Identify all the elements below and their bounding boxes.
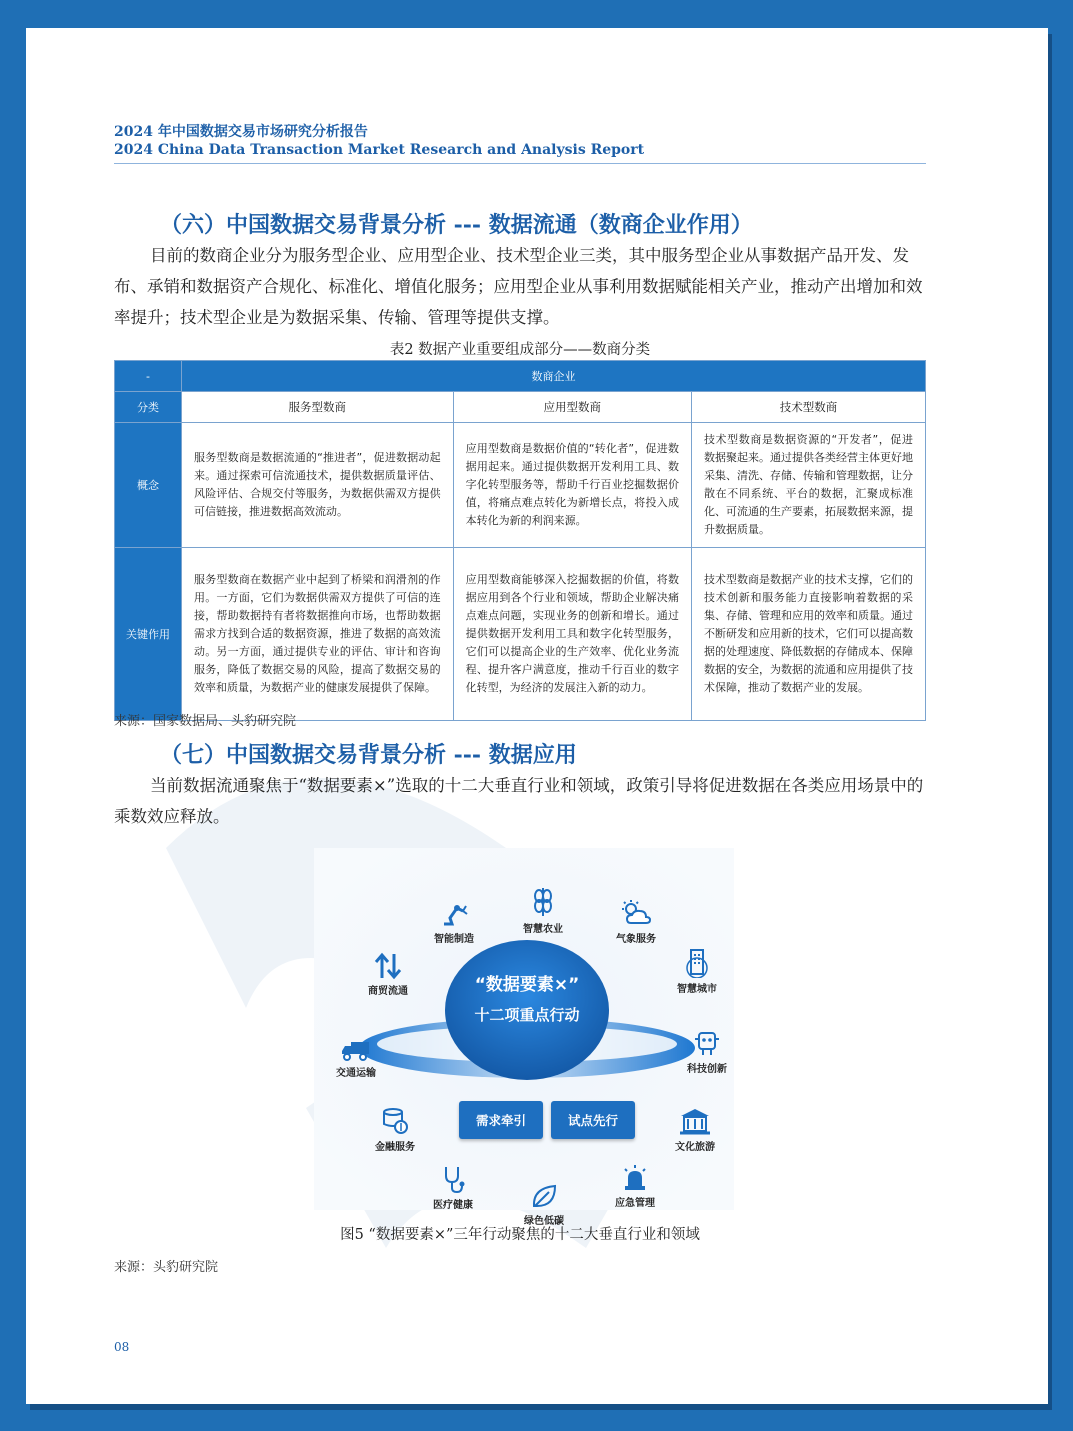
label-green: 绿色低碳	[524, 1216, 564, 1227]
node-finance	[350, 1106, 440, 1153]
section-7-paragraph	[114, 770, 926, 832]
label-agriculture: 智慧农业	[523, 924, 563, 935]
row-label-category: 分类	[115, 392, 182, 423]
pill-demand-driven: 需求牵引	[459, 1101, 543, 1139]
section-7-title: （七）中国数据交易背景分析 --- 数据应用	[160, 742, 577, 768]
node-emergency	[590, 1164, 680, 1209]
concept-technology: 技术型数商是数据资源的“开发者”，促进数据聚起来。通过提供各类经营主体更好地采集、清洗、存储、传输和管理数据，让分散在不同系统、平台的数据，汇聚成标准化、可流通的生产要素，拓展数据来源，提升数据质量。	[691, 423, 925, 548]
robot-arm-icon	[439, 898, 469, 928]
node-green	[499, 1182, 589, 1227]
col-header-application: 应用型数商	[453, 392, 691, 423]
label-trade: 商贸流通	[368, 986, 408, 997]
role-technology: 技术型数商是数据产业的技术支撑，它们的技术创新和服务能力直接影响着数据的采集、存储、管理和应用的效率和质量。通过不断研发和应用新的技术，它们可以提高数据的处理速度、降低数据的存储成本、保障数据的安全，为数据的流通和应用提供了技术保障，推动了数据产业的发展。	[691, 548, 925, 721]
label-finance: 金融服务	[375, 1142, 415, 1153]
label-weather: 气象服务	[616, 934, 656, 945]
role-application: 应用型数商能够深入挖掘数据的价值，将数据应用到各个行业和领域，帮助企业解决痛点难点问题，实现业务的创新和增长。通过提供数据开发利用工具和数字化转型服务，它们可以提高企业的生产效率、优化业务流程、提升客户满意度，推动千行百业的数字化转型，为经济的发展注入新的动力。	[453, 548, 691, 721]
label-manufacturing: 智能制造	[434, 934, 474, 945]
center-title: “数据要素×”	[474, 975, 580, 995]
truck-icon	[339, 1038, 373, 1062]
label-medical: 医疗健康	[433, 1200, 473, 1211]
node-tech	[662, 1028, 752, 1075]
label-emergency: 应急管理	[615, 1198, 655, 1209]
stethoscope-icon	[438, 1164, 468, 1194]
node-agriculture	[498, 884, 588, 935]
row-label-role: 关键作用	[115, 548, 182, 721]
palace-icon	[677, 1106, 713, 1136]
section-6-title: （六）中国数据交易背景分析 --- 数据流通（数商企业作用）	[160, 212, 753, 238]
node-weather	[591, 898, 681, 945]
page-number: 08	[114, 1340, 130, 1354]
report-page	[26, 28, 1048, 1404]
city-building-icon	[682, 944, 712, 978]
role-service: 服务型数商在数据产业中起到了桥梁和润滑剂的作用。一方面，它们为数据供需双方提供了可信的连接，帮助数据持有者将数据推向市场，也帮助数据需求方找到合适的数据资源，推进了数据的高效流动。另一方面，通过提供专业的评估、审计和咨询服务，降低了数据交易的风险，提高了数据交易的效率和质量，为数据产业的健康发展提供了保障。	[182, 548, 454, 721]
pill-pilot-first: 试点先行	[551, 1101, 635, 1139]
label-transport: 交通运输	[336, 1068, 376, 1079]
table-group-header: 数商企业	[182, 361, 926, 392]
header-title-cn: 2024 年中国数据交易市场研究分析报告	[114, 124, 368, 140]
concept-service: 服务型数商是数据流通的“推进者”，促进数据动起来。通过探索可信流通技术，提供数据质量评估、风险评估、合规交付等服务，为数据供需双方提供可信链接，推进数据高效流动。	[182, 423, 454, 548]
node-manufacturing	[409, 898, 499, 945]
section-6-paragraph	[114, 240, 926, 333]
label-tourism: 文化旅游	[675, 1142, 715, 1153]
center-circle	[442, 940, 612, 1080]
table-corner: -	[115, 361, 182, 392]
header-title-en: 2024 China Data Transaction Market Research and Analysis Report	[114, 142, 645, 158]
table-caption: 表2 数据产业重要组成部分——数商分类	[389, 342, 651, 358]
leaf-icon	[529, 1182, 559, 1210]
node-medical	[408, 1164, 498, 1211]
alarm-siren-icon	[620, 1164, 650, 1192]
section-6-text: 目前的数商企业分为服务型企业、应用型企业、技术型企业三类，其中服务型企业从事数据产品开发、发布、承销和数据资产合规化、标准化、增值化服务；应用型企业从事利用数据赋能相关产业，推动产出增加和效率提升；技术型企业是为数据采集、传输、管理等提供支撑。	[114, 246, 923, 327]
header-divider	[114, 163, 926, 164]
node-city	[652, 944, 742, 995]
report-header	[114, 123, 926, 164]
twelve-industries-diagram	[314, 848, 734, 1227]
node-tourism	[650, 1106, 740, 1153]
col-header-technology: 技术型数商	[691, 392, 925, 423]
coin-stack-icon	[380, 1106, 410, 1136]
figure-caption: 图5 “数据要素×”三年行动聚焦的十二大垂直行业和领域	[340, 1227, 700, 1243]
label-city: 智慧城市	[677, 984, 717, 995]
col-header-service: 服务型数商	[182, 392, 454, 423]
node-trade	[343, 952, 433, 997]
center-subtitle: 十二项重点行动	[474, 1006, 580, 1024]
row-label-concept: 概念	[115, 423, 182, 548]
wheat-icon	[528, 884, 558, 918]
node-transport	[311, 1038, 401, 1079]
label-tech: 科技创新	[687, 1064, 727, 1075]
section-7-text: 当前数据流通聚焦于“数据要素×”选取的十二大垂直行业和领域，政策引导将促进数据在各类应用场景中的乘数效应释放。	[114, 776, 924, 826]
merchant-classification-table	[114, 360, 926, 721]
sun-cloud-icon	[619, 898, 653, 928]
concept-application: 应用型数商是数据价值的“转化者”，促进数据用起来。通过提供数据开发利用工具、数字化转型服务等，帮助千行百业挖掘数据价值，将痛点难点转化为新增长点，将投入成本转化为新的利润来源。	[453, 423, 691, 548]
table-source: 来源：国家数据局、头豹研究院	[114, 714, 297, 729]
up-down-arrows-icon	[372, 952, 404, 980]
robot-icon	[692, 1028, 722, 1058]
figure-source: 来源：头豹研究院	[114, 1260, 219, 1275]
